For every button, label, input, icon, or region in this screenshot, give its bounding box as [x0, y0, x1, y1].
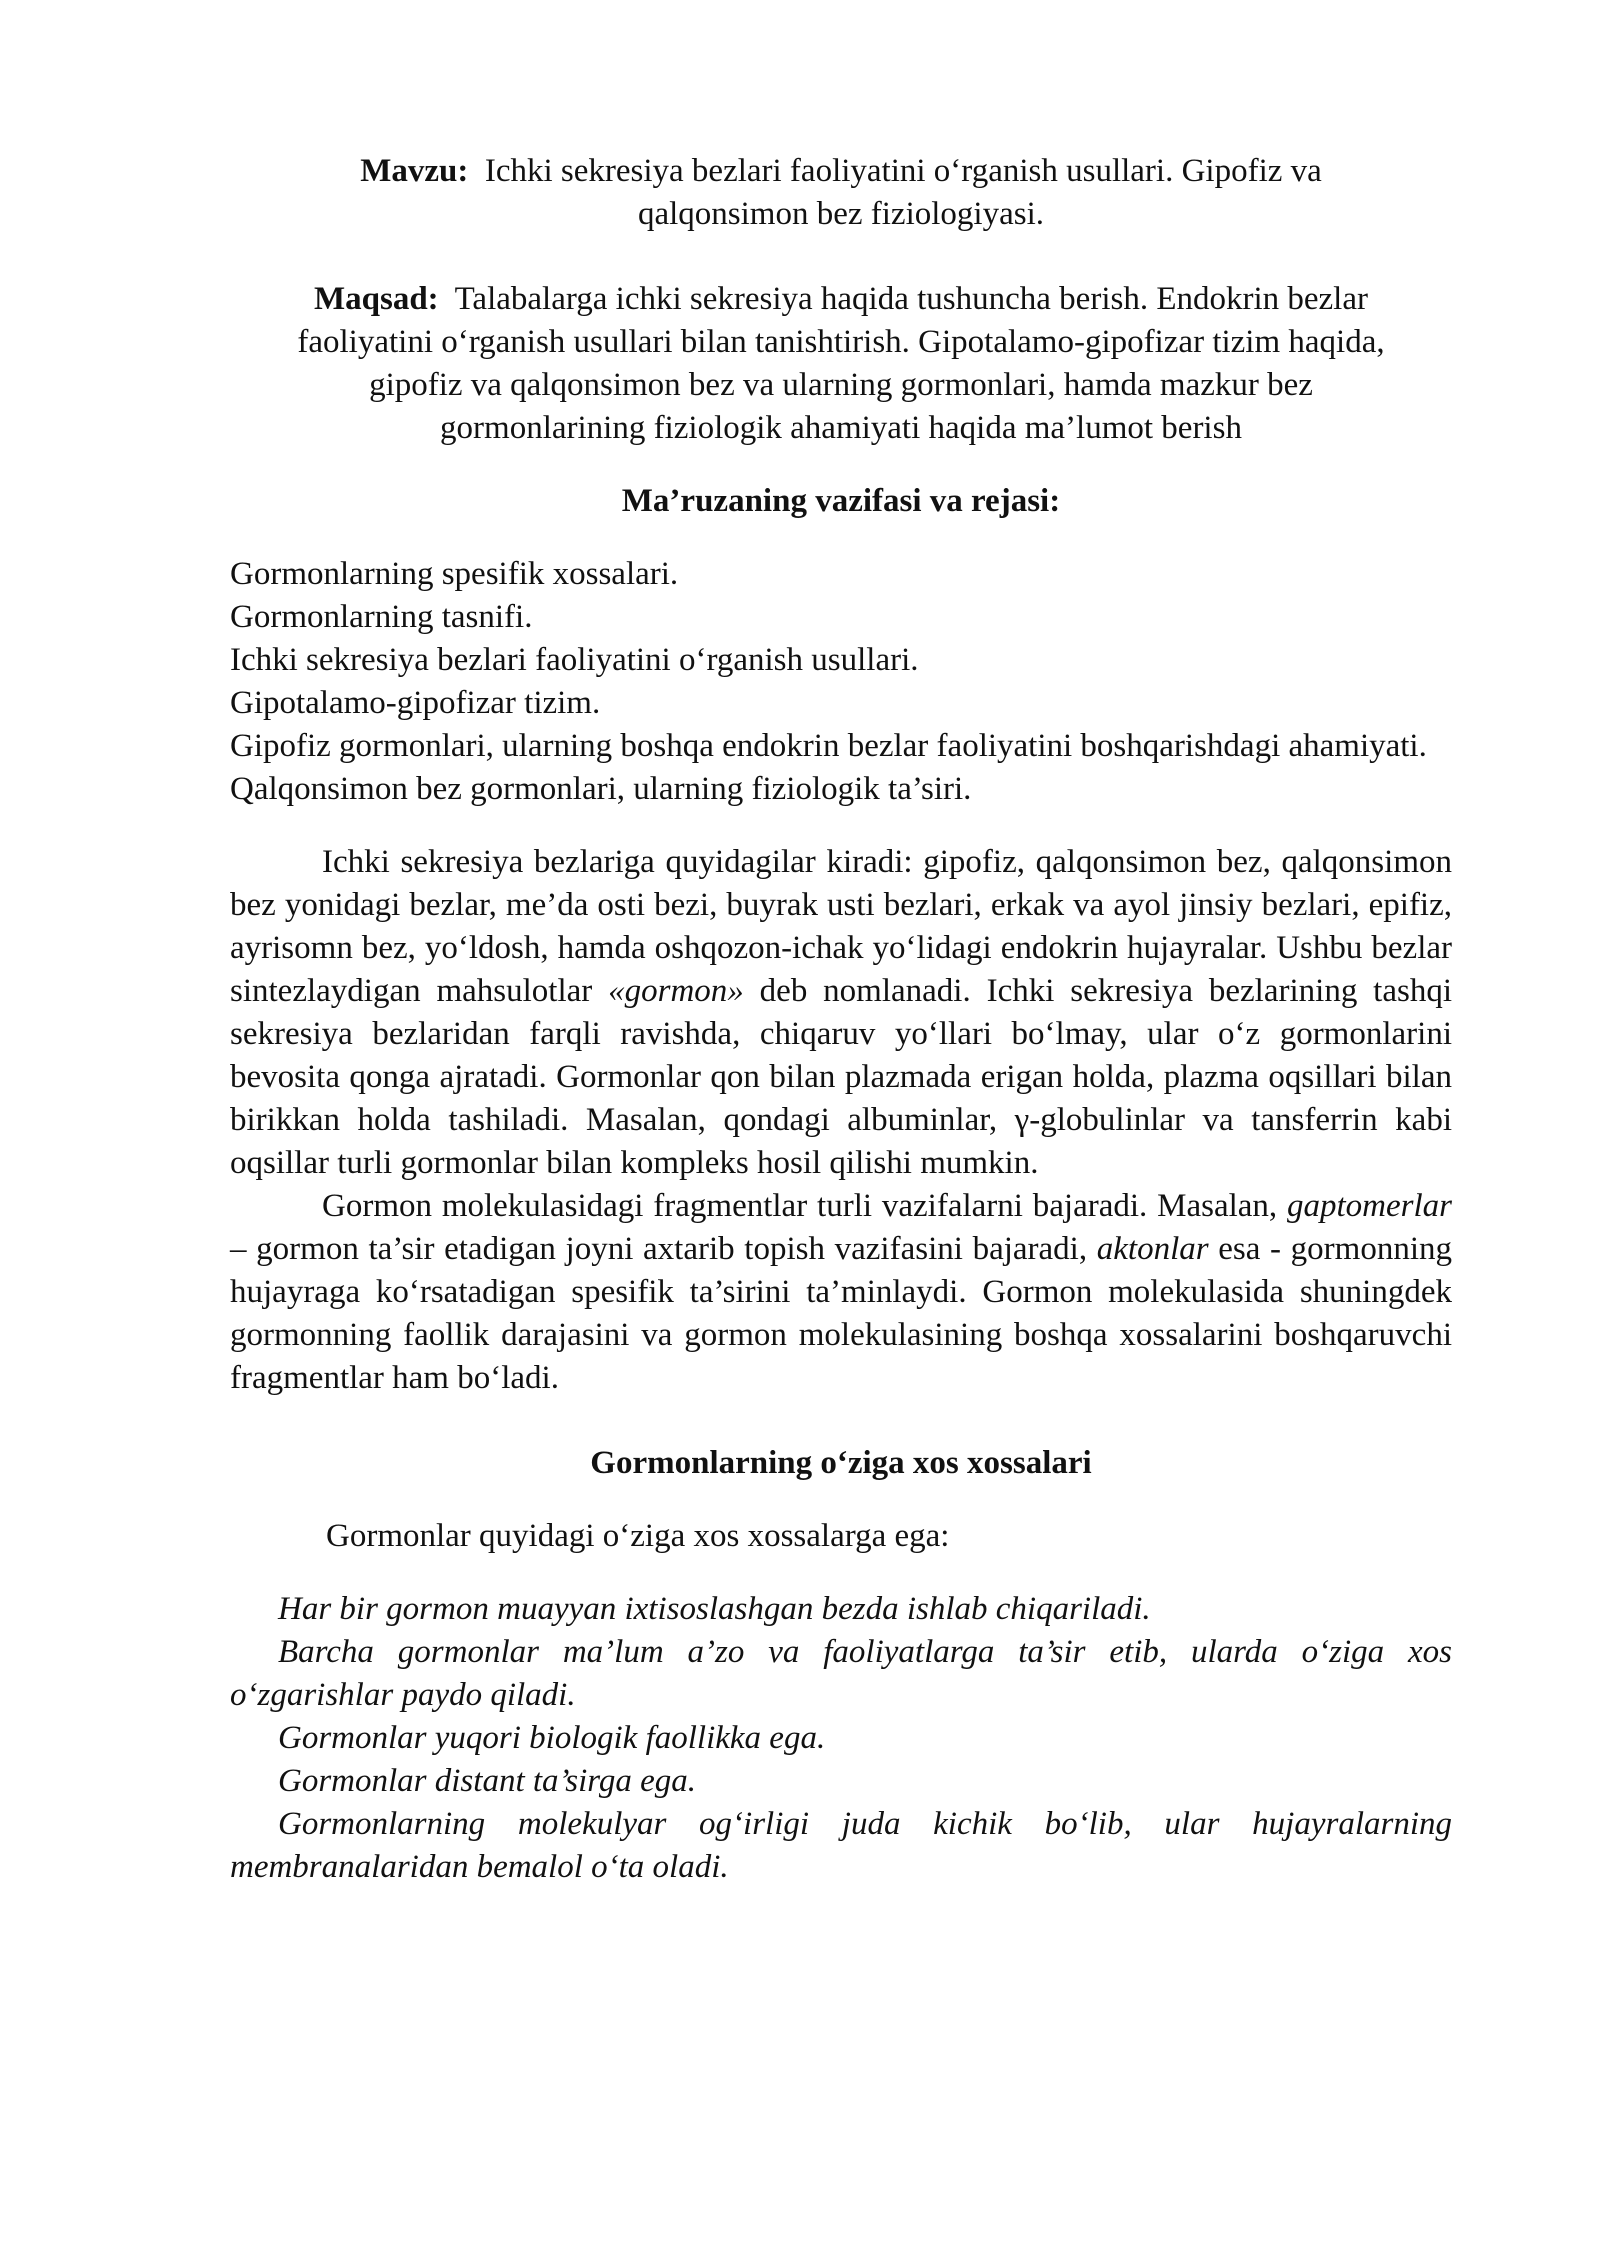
property-item: Gormonlar yuqori biologik faollikka ega. [278, 1720, 826, 1756]
body-text: deb nomlanadi. Ichki sekresiya bezlarining tashqi sekresiya bezlaridan farqli ravishda, chiqaruv yo‘llari bo‘lmay, ular o‘z gormonlarini bevosita qonga ajratadi. Gormonlar qon bilan plazmada erigan holda, plazma oqsillari bilan birikkan holda tashiladi. Masalan, qondagi albuminlar, γ-globulinlar va tansferrin kabi oqsillar turli gormonlar bilan kompleks hosil qilishi mumkin. [230, 973, 1453, 1181]
topic-label: Mavzu: [360, 153, 469, 189]
body-paragraph-2 [230, 1185, 1452, 1400]
body-text: Ichki sekresiya bezlariga quyidagilar kiradi: gipofiz, qalqonsimon bez, qalqonsimon bez yonidagi bezlar, me’da osti bezi, buyrak usti bezlari, erkak va ayol jinsiy bezlari, epifiz, ayrisomn bez, yo‘ldosh, hamda oshqozon-ichak yo‘lidagi endokrin hujayralar. Ushbu bezlar sintezlaydigan mahsulotlar [230, 844, 1452, 1009]
plan-item: Gipofiz gormonlari, ularning boshqa endokrin bezlar faoliyatini boshqarishdagi ahamiyati. [230, 728, 1427, 764]
properties-list [230, 1588, 1452, 1889]
topic-block [281, 150, 1401, 236]
section-intro: Gormonlar quyidagi o‘ziga xos xossalarga ega: [326, 1518, 950, 1554]
property-item: Barcha gormonlar ma’lum a’zo va faoliyatlarga ta’sir etib, ularda o‘ziga xos o‘zgarishlar paydo qiladi. [230, 1634, 1452, 1713]
goal-text: Talabalarga ichki sekresiya haqida tushuncha berish. Endokrin bezlar faoliyatini o‘rganish usullari bilan tanishtirish. Gipotalamo-gipofizar tizim haqida, gipofiz va qalqonsimon bez va ularning gormonlari, hamda mazkur bez gormonlarining fiziologik ahamiyati haqida ma’lumot berish [297, 281, 1385, 446]
goal-block [281, 278, 1401, 450]
plan-list [230, 553, 1452, 811]
body-text: Gormon molekulasidagi fragmentlar turli vazifalarni bajaradi. Masalan, [322, 1188, 1287, 1224]
property-item: Har bir gormon muayyan ixtisoslashgan bezda ishlab chiqariladi. [278, 1591, 1151, 1627]
plan-item: Gipotalamo-gipofizar tizim. [230, 685, 601, 721]
section-heading: Gormonlarning o‘ziga xos xossalari [590, 1445, 1092, 1481]
property-item: Gormonlarning molekulyar og‘irligi juda kichik bo‘lib, ular hujayralarning membranalaridan bemalol o‘ta oladi. [230, 1806, 1452, 1885]
plan-item: Gormonlarning tasnifi. [230, 599, 533, 635]
term-gaptomerlar: gaptomerlar [1287, 1188, 1452, 1224]
topic-text: Ichki sekresiya bezlari faoliyatini o‘rganish usullari. Gipofiz va qalqonsimon bez fiziologiyasi. [484, 153, 1322, 232]
plan-item: Ichki sekresiya bezlari faoliyatini o‘rganish usullari. [230, 642, 919, 678]
topic-line [281, 150, 1401, 236]
property-item: Gormonlar distant ta’sirga ega. [278, 1763, 697, 1799]
term-gormon: «gormon» [608, 973, 744, 1009]
plan-heading: Ma’ruzaning vazifasi va rejasi: [621, 483, 1061, 519]
plan-item: Gormonlarning spesifik xossalari. [230, 556, 679, 592]
goal-line [281, 278, 1401, 450]
goal-label: Maqsad: [313, 281, 439, 317]
document-page [230, 150, 1452, 1889]
term-aktonlar: aktonlar [1096, 1231, 1209, 1267]
body-text: – gormon ta’sir etadigan joyni axtarib topish vazifasini bajaradi, [230, 1231, 1097, 1267]
plan-item: Qalqonsimon bez gormonlari, ularning fiziologik ta’siri. [230, 771, 972, 807]
body-paragraph-1 [230, 841, 1452, 1185]
body-text: esa - gormonning hujayraga ko‘rsatadigan spesifik ta’sirini ta’minlaydi. Gormon molekulasida shuningdek gormonning faollik darajasini va gormon molekulasining boshqa xossalarini boshqaruvchi fragmentlar ham bo‘ladi. [230, 1231, 1452, 1396]
